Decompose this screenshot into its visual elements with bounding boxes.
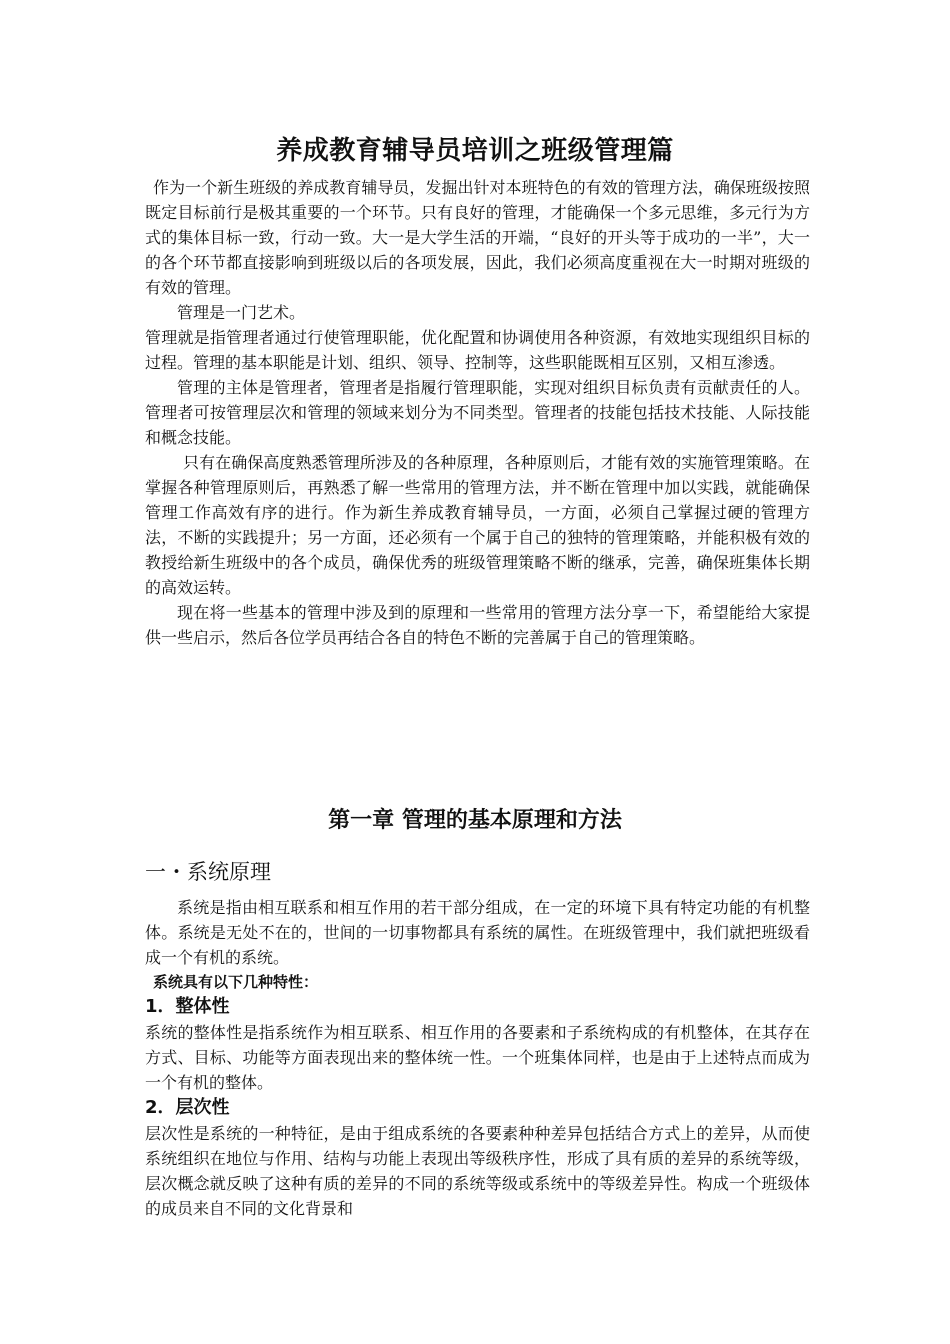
chapter-title: 第一章 管理的基本原理和方法 [328, 808, 622, 833]
trait-text: 层次性是系统的一种特征，是由于组成系统的各要素种种差异包括结合方式上的差异，从而使系统组织在地位与作用、结构与功能上表现出等级秩序性，形成了具有质的差异的系统等级，层次概念就反映了这种有质的差异的不同的系统等级或系统中的等级差异性。构成一个班级体的成员来自不同的文化背景和 [145, 1124, 810, 1218]
trait-title: 2．层次性 [145, 1097, 230, 1118]
intro-paragraph: 作为一个新生班级的养成教育辅导员，发掘出针对本班特色的有效的管理方法，确保班级按照既定目标前行是极其重要的一个环节。只有良好的管理，才能确保一个多元思维，多元行为方式的集体目标一致，行动一致。大一是大学生活的开端，“良好的开头等于成功的一半”，大一的各个环节都直接影响到班级以后的各项发展，因此，我们必须高度重视在大一时期对班级的有效的管理。 [145, 178, 810, 297]
document-title: 养成教育辅导员培训之班级管理篇 [276, 136, 674, 166]
intro-paragraph: 管理就是指管理者通过行使管理职能，优化配置和协调使用各种资源，有效地实现组织目标的过程。管理的基本职能是计划、组织、领导、控制等，这些职能既相互区别，又相互渗透。 [145, 328, 810, 372]
section-intro: 系统是指由相互联系和相互作用的若干部分组成，在一定的环境下具有特定功能的有机整体。系统是无处不在的，世间的一切事物都具有系统的属性。在班级管理中，我们就把班级看成一个有机的系统。 [145, 898, 810, 967]
intro-section [145, 175, 810, 650]
section-title: 一・系统原理 [145, 860, 271, 884]
traits-heading: 系统具有以下几种特性： [153, 973, 319, 991]
intro-paragraph: 现在将一些基本的管理中涉及到的原理和一些常用的管理方法分享一下，希望能给大家提供一些启示，然后各位学员再结合各自的特色不断的完善属于自己的管理策略。 [145, 603, 810, 647]
intro-paragraph: 只有在确保高度熟悉管理所涉及的各种原理，各种原则后，才能有效的实施管理策略。在掌握各种管理原则后，再熟悉了解一些常用的管理方法，并不断在管理中加以实践，就能确保管理工作高效有序的进行。作为新生养成教育辅导员，一方面，必须自己掌握过硬的管理方法，不断的实践提升；另一方面，还必须有一个属于自己的独特的管理策略，并能积极有效的教授给新生班级中的各个成员，确保优秀的班级管理策略不断的继承，完善，确保班集体长期的高效运转。 [145, 453, 810, 597]
chapter-section [145, 855, 810, 1221]
trait-text: 系统的整体性是指系统作为相互联系、相互作用的各要素和子系统构成的有机整体，在其存在方式、目标、功能等方面表现出来的整体统一性。一个班集体同样，也是由于上述特点而成为一个有机的整体。 [145, 1023, 810, 1092]
intro-paragraph: 管理的主体是管理者，管理者是指履行管理职能，实现对组织目标负责有贡献责任的人。管理者可按管理层次和管理的领域来划分为不同类型。管理者的技能包括技术技能、人际技能和概念技能。 [145, 378, 810, 447]
intro-paragraph: 管理是一门艺术。 [177, 303, 306, 322]
trait-title: 1．整体性 [145, 996, 230, 1017]
